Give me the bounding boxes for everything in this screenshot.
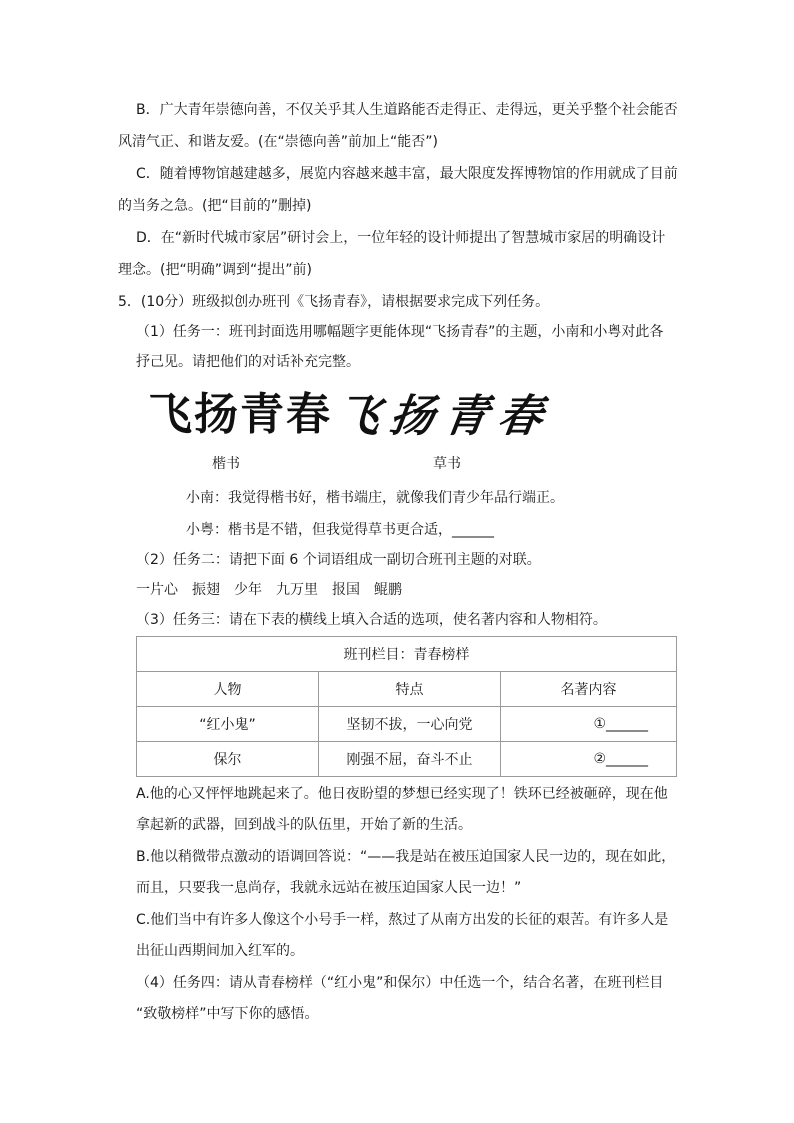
option-a-line-2: 拿起新的武器，回到战斗的队伍里，开始了新的生活。	[136, 817, 472, 833]
dialog-xiaoyue-text: 小粤：楷书是不错，但我觉得草书更合适，	[186, 522, 452, 538]
table-title: 班刊栏目：青春榜样	[137, 637, 677, 672]
task-2-text: （2）任务二：请把下面 6 个词语组成一副切合班刊主题的对联。	[136, 552, 541, 568]
caoshu-calligraphy-image: 飞扬青春	[332, 391, 556, 442]
dialog-xiaonan: 小南：我觉得楷书好，楷书端庄，就像我们青少年品行端正。	[186, 490, 564, 506]
dialog-xiaoyue	[186, 520, 494, 540]
table-header-row	[137, 672, 677, 707]
table-row	[137, 742, 677, 777]
task-1-line-1: （1）任务一：班刊封面选用哪幅题字更能体现“飞扬青春”的主题，小南和小粤对此各	[136, 324, 664, 340]
option-b-line-1: B.他以稍微带点激动的语调回答说：“——我是站在被压迫国家人民一边的，现在如此，	[136, 849, 676, 865]
table-row	[137, 707, 677, 742]
task-1-line-2: 抒己见。请把他们的对话补充完整。	[136, 354, 360, 370]
header-trait: 特点	[319, 672, 501, 707]
task-2-words: 一片心 振翅 少年 九万里 报国 鲲鹏	[136, 582, 402, 598]
option-a-line-1: A.他的心又怦怦地跳起来了。他日夜盼望的梦想已经实现了！铁环已经被砸碎，现在他	[136, 786, 668, 802]
option-b-line-2: 而且，只要我一息尚存，我就永远站在被压迫国家人民一边！”	[136, 880, 522, 896]
trait-cell: 坚韧不拔，一心向党	[319, 707, 501, 742]
role-model-table	[136, 636, 677, 777]
person-cell: 保尔	[137, 742, 319, 777]
dialog-xiaoyue-blank: ______	[452, 522, 494, 538]
option-d-line-2: 理念。(把“明确”调到“提出”前)	[118, 262, 312, 278]
option-d-line-1: D．在“新时代城市家居”研讨会上，一位年轻的设计师提出了智慧城市家居的明确设计	[136, 230, 666, 246]
header-person: 人物	[137, 672, 319, 707]
option-c-line-1: C.他们当中有许多人像这个小号手一样，熬过了从南方出发的长征的艰苦。有许多人是	[136, 912, 669, 928]
caoshu-label: 草书	[433, 456, 461, 472]
option-c-line-2: 出征山西期间加入红军的。	[136, 943, 304, 959]
kaishu-label: 楷书	[212, 456, 240, 472]
question-5-title: 5．(10分）班级拟创办班刊《飞扬青春》，请根据要求完成下列任务。	[118, 294, 550, 310]
task-4-line-1: （4）任务四：请从青春榜样（“红小鬼”和保尔）中任选一个，结合名著，在班刊栏目	[136, 975, 664, 991]
header-content: 名著内容	[501, 672, 677, 707]
option-c-line-1: C．随着博物馆越建越多，展览内容越来越丰富，最大限度发挥博物馆的作用就成了目前	[136, 166, 678, 182]
content-cell-blank: ②______	[501, 742, 677, 777]
task-3-text: （3）任务三：请在下表的横线上填入合适的选项，使名著内容和人物相符。	[136, 612, 607, 628]
kaishu-calligraphy-image: 飞扬青春	[148, 389, 332, 440]
option-c-line-2: 的当务之急。(把“目前的”删掉)	[118, 198, 312, 214]
option-b-line-2: 风清气正、和谐友爱。(在“崇德向善”前加上“能否”)	[118, 134, 438, 150]
trait-cell: 刚强不屈，奋斗不止	[319, 742, 501, 777]
option-b-line-1: B．广大青年崇德向善，不仅关乎其人生道路能否走得正、走得远，更关乎整个社会能否	[136, 102, 678, 118]
content-cell-blank: ①______	[501, 707, 677, 742]
person-cell: “红小鬼”	[137, 707, 319, 742]
task-4-line-2: “致敬榜样”中写下你的感悟。	[136, 1006, 319, 1022]
